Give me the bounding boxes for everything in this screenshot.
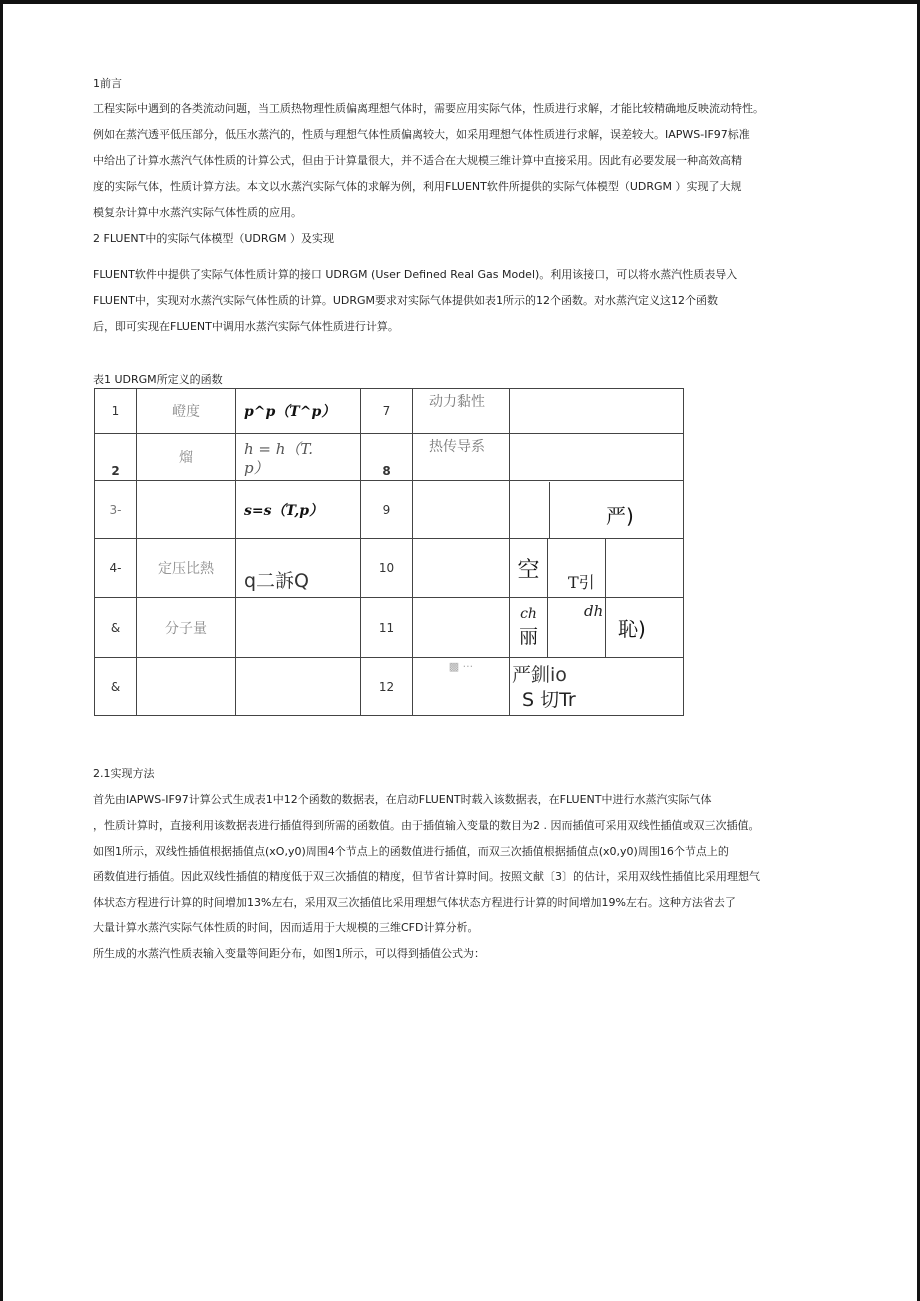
function-formula-continued: p）	[244, 459, 269, 477]
paragraph-line: 如图1所示，双线性插值根据插值点(xO,y0)周围4个节点上的函数值进行插值，而双三次插值根据插值点(x0,y0)周围16个节点上的	[93, 845, 729, 858]
paragraph-line: 函数值进行插值。因此双线性插值的精度低于双三次插值的精度，但节省计算时间。按照文献〔3〕的估计，采用双线性插值比采用理想气	[93, 870, 760, 883]
row-number: &	[95, 658, 137, 716]
function-formula-cell	[510, 658, 684, 716]
function-formula	[236, 658, 361, 716]
row-number: 12	[361, 658, 413, 716]
section-2-1-heading: 2.1实现方法	[93, 767, 155, 780]
paragraph-line: 首先由IAPWS-IF97计算公式生成表1中12个函数的数据表，在启动FLUENT时载入该数据表，在FLUENT中进行水蒸汽实际气体	[93, 793, 712, 806]
function-formula	[236, 598, 361, 658]
section-2-heading: 2 FLUENT中的实际气体模型（UDRGM ）及实现	[93, 232, 335, 245]
page-border-left	[0, 0, 3, 1301]
property-name-cell	[413, 389, 510, 434]
row-number: 7	[361, 389, 413, 434]
function-formula: 恥)	[606, 598, 684, 658]
paragraph-line: 体状态方程进行计算的时间增加13%左右，采用双三次插值比采用理想气体状态方程进行计算的时间增加19%左右。这种方法省去了	[93, 896, 736, 909]
row-number: 2	[95, 434, 137, 481]
table-row	[95, 481, 684, 539]
function-formula	[510, 389, 684, 434]
row-number: &	[95, 598, 137, 658]
property-name: 动力黏性	[429, 394, 485, 410]
table-row	[95, 539, 684, 598]
property-name	[413, 598, 510, 658]
section-1-heading: 1前言	[93, 77, 122, 90]
paragraph-line: ，性质计算时，直接利用该数据表进行插值得到所需的函数值。由于插值输入变量的数目为2 . 因而插值可采用双线性插值或双三次插值。	[93, 819, 760, 832]
function-formula-cell	[510, 481, 684, 539]
row-number: 1	[95, 389, 137, 434]
row-number: 4-	[95, 539, 137, 598]
paragraph-line: 模复杂计算中水蒸汽实际气体性质的应用。	[93, 206, 302, 219]
function-derivative-numerator: 空	[510, 539, 548, 598]
derivative-denominator: 丽	[518, 626, 538, 648]
function-derivative-variable: T引	[548, 539, 606, 598]
function-formula: 严)	[606, 504, 634, 528]
udrgm-function-table	[94, 388, 684, 716]
function-formula: q二訴Q	[236, 539, 361, 598]
property-name	[413, 481, 510, 539]
table-row	[95, 434, 684, 481]
table-caption: 表1 UDRGM所定义的函数	[93, 373, 223, 386]
property-name: 熘	[137, 434, 236, 481]
function-formula: h = h（T.	[244, 440, 313, 458]
function-formula: p^p（T^p）	[236, 389, 361, 434]
formula-subcell	[549, 482, 683, 538]
paragraph-line: 工程实际中遇到的各类流动问题，当工质热物理性质偏离理想气体时，需要应用实际气体，性质进行求解，才能比较精确地反映流动特性。	[93, 102, 764, 115]
table-row	[95, 389, 684, 434]
function-formula	[510, 434, 684, 481]
table-row	[95, 598, 684, 658]
property-name	[137, 481, 236, 539]
page-border-top	[0, 0, 920, 4]
paragraph-line: 大量计算水蒸汽实际气体性质的时间，因而适用于大规模的三维CFD计算分析。	[93, 921, 479, 934]
row-number: 3-	[95, 481, 137, 539]
row-number: 8	[361, 434, 413, 481]
derivative-numerator: ch	[520, 606, 537, 622]
property-name	[413, 539, 510, 598]
property-name: 嶝度	[137, 389, 236, 434]
property-name	[137, 658, 236, 716]
paragraph-line: 后，即可实现在FLUENT中调用水蒸汽实际气体性质进行计算。	[93, 320, 399, 333]
property-name: 热传导系	[429, 439, 485, 455]
paragraph-line: 所生成的水蒸汽性质表输入变量等间距分布，如图1所示，可以得到插值公式为：	[93, 947, 485, 960]
paragraph-line: 度的实际气体，性质计算方法。本文以水蒸汽实际气体的求解为例，利用FLUENT软件所提供的实际气体模型（UDRGM ）实现了大规	[93, 180, 742, 193]
function-formula-cell	[236, 434, 361, 481]
function-derivative-cell	[510, 598, 548, 658]
row-number: 11	[361, 598, 413, 658]
table-row	[95, 658, 684, 716]
property-name: 分子量	[137, 598, 236, 658]
paragraph-line: FLUENT软件中提供了实际气体性质计算的接口 UDRGM (User Defined Real Gas Model)。利用该接口，可以将水蒸汽性质表导入	[93, 268, 738, 281]
function-formula-continued: S 切Tr	[522, 689, 576, 711]
paragraph-line: FLUENT中，实现对水蒸汽实际气体性质的计算。UDRGM要求对实际气体提供如表1所示的12个函数。对水蒸汽定义这12个函数	[93, 294, 719, 307]
function-formula	[606, 539, 684, 598]
property-name: 定压比熱	[137, 539, 236, 598]
paragraph-line: 例如在蒸汽透平低压部分，低压水蒸汽的，性质与理想气体性质偏离较大，如采用理想气体性质进行求解，误差较大。IAPWS-IF97标准	[93, 128, 750, 141]
function-formula: s=s（T,p）	[236, 481, 361, 539]
property-name-cell	[413, 434, 510, 481]
paragraph-line: 中给出了计算水蒸汽气体性质的计算公式，但由于计算量很大，并不适合在大规模三维计算中直接采用。因此有必要发展一种高效高精	[93, 154, 742, 167]
function-formula: 严釧io	[512, 664, 567, 686]
row-number: 10	[361, 539, 413, 598]
property-name: ▩ ···	[413, 658, 510, 716]
row-number: 9	[361, 481, 413, 539]
function-derivative-variable: dh	[548, 598, 606, 658]
